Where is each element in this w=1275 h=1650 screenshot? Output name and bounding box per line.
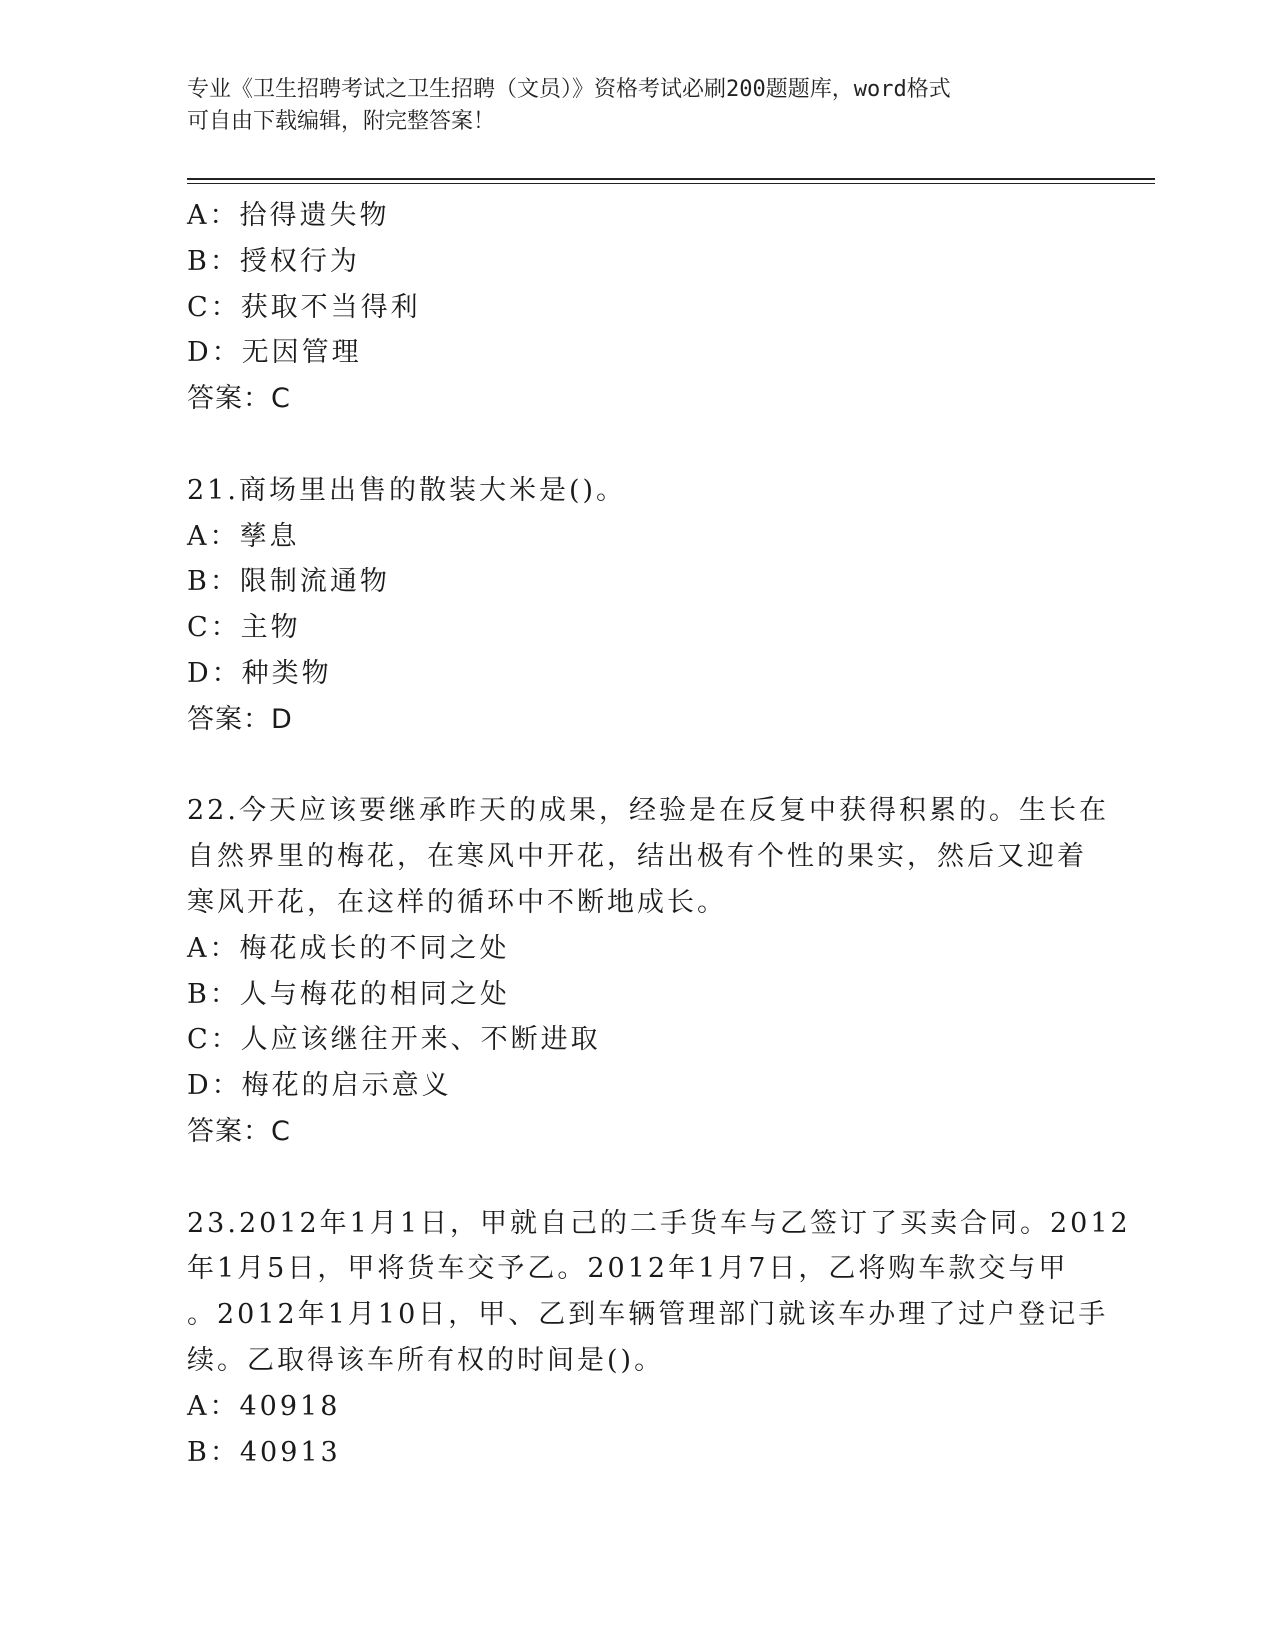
header-title-line-2: 可自由下载编辑，附完整答案！ [187,109,496,134]
question-23 [187,1201,1131,1476]
question-spacer [187,743,1087,789]
question-20 [187,193,1087,422]
question-22 [187,788,1109,1154]
option-b: B：40913 [187,1436,341,1468]
option-d: D：种类物 [187,657,332,689]
option-b: B：人与梅花的相同之处 [187,978,510,1010]
option-c: C：人应该继往开来、不断进取 [187,1024,601,1056]
question-list [187,193,1131,1475]
header-divider-thin [187,183,1155,184]
question-spacer [187,1155,1087,1201]
header-title-line-1: 专业《卫生招聘考试之卫生招聘（文员）》资格考试必刷200题题库，word格式 [187,77,951,102]
question-text: 21.商场里出售的散装大米是()。 [187,474,627,506]
answer-line: 答案：C [187,383,291,415]
option-a: A：孳息 [187,520,300,552]
document-header [187,74,1067,138]
question-text-line: 。2012年1月10日，甲、乙到车辆管理部门就该车办理了过户登记手 [187,1299,1109,1331]
header-divider-thick [187,178,1155,180]
answer-line: 答案：C [187,1115,291,1147]
option-d: D：梅花的启示意义 [187,1070,452,1102]
question-text-line: 续。乙取得该车所有权的时间是()。 [187,1344,665,1376]
option-a: A：40918 [187,1390,341,1422]
question-text-line: 22.今天应该要继承昨天的成果，经验是在反复中获得积累的。生长在 [187,795,1109,827]
option-c: C：主物 [187,612,301,644]
question-spacer [187,422,1087,468]
option-a: A：拾得遗失物 [187,200,390,231]
question-text-line: 23.2012年1月1日，甲就自己的二手货车与乙签订了买卖合同。2012 [187,1207,1131,1239]
answer-line: 答案：D [187,703,293,735]
option-d: D：无因管理 [187,337,362,369]
question-text-line: 自然界里的梅花，在寒风中开花，结出极有个性的果实，然后又迎着 [187,841,1087,873]
question-text-line: 年1月5日，甲将货车交予乙。2012年1月7日，乙将购车款交与甲 [187,1253,1069,1285]
option-c: C：获取不当得利 [187,291,421,323]
question-21 [187,468,1087,743]
option-b: B：限制流通物 [187,566,390,598]
option-b: B：授权行为 [187,245,360,277]
question-text-line: 寒风开花，在这样的循环中不断地成长。 [187,886,727,918]
option-a: A：梅花成长的不同之处 [187,932,510,964]
